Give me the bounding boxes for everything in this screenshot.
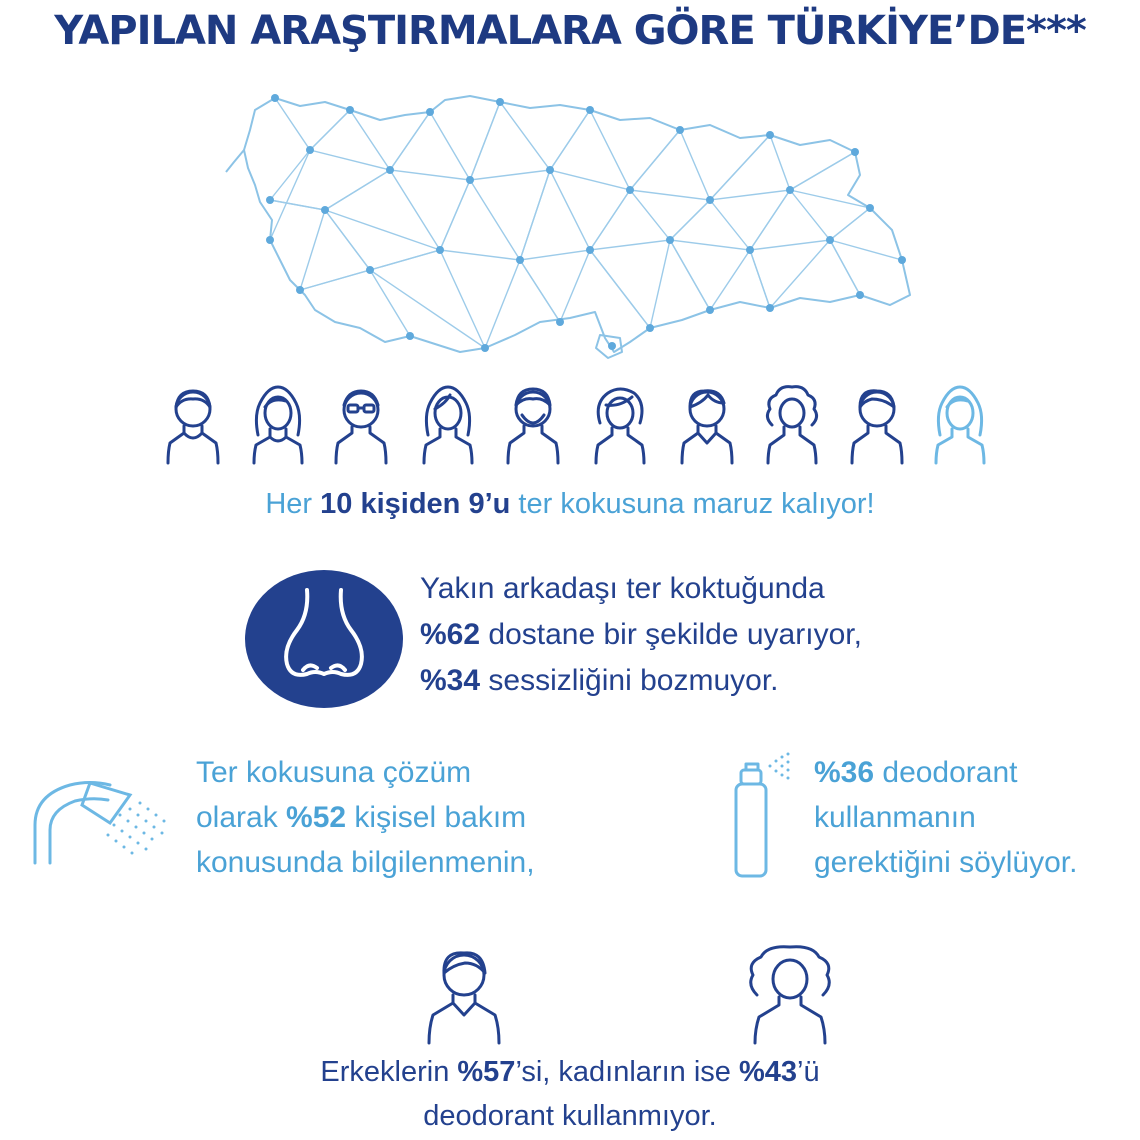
woman-icon	[254, 387, 302, 463]
man-beard-icon	[508, 389, 558, 463]
woman-icon	[424, 387, 472, 463]
man-icon	[168, 391, 218, 463]
shower-head-icon	[30, 775, 180, 865]
stat-friend-warning: Yakın arkadaşı ter koktuğunda %62 dostane bir şekilde uyarıyor, %34 sessizliğini bozmuyor.	[420, 572, 862, 697]
woman-icon	[936, 387, 984, 463]
woman-curly-icon	[745, 945, 835, 1045]
stat-deodorant-necessity: %36 deodorant kullanmanın gerektiğini söylüyor.	[814, 756, 1078, 879]
deodorant-spray-icon	[730, 752, 794, 880]
woman-curly-icon	[767, 387, 816, 463]
stat-ten-people: Her 10 kişiden 9’u ter kokusuna maruz kalıyor!	[265, 488, 875, 520]
man-icon	[852, 391, 902, 463]
man-glasses-icon	[336, 391, 386, 463]
page-title: YAPILAN ARAŞTIRMALARA GÖRE TÜRKİYE’DE***	[54, 8, 1086, 54]
stat-personal-care: Ter kokusuna çözüm olarak %52 kişisel bakım konusunda bilgilenmenin,	[196, 756, 535, 879]
nose-icon	[245, 570, 403, 708]
man-icon	[682, 391, 732, 463]
people-row	[160, 385, 990, 470]
turkey-network-map-icon	[230, 90, 930, 370]
man-icon	[425, 945, 503, 1045]
woman-short-hair-icon	[596, 389, 644, 463]
stat-gender-deodorant: Erkeklerin %57’si, kadınların ise %43’ü deodorant kullanmıyor.	[320, 1056, 820, 1132]
